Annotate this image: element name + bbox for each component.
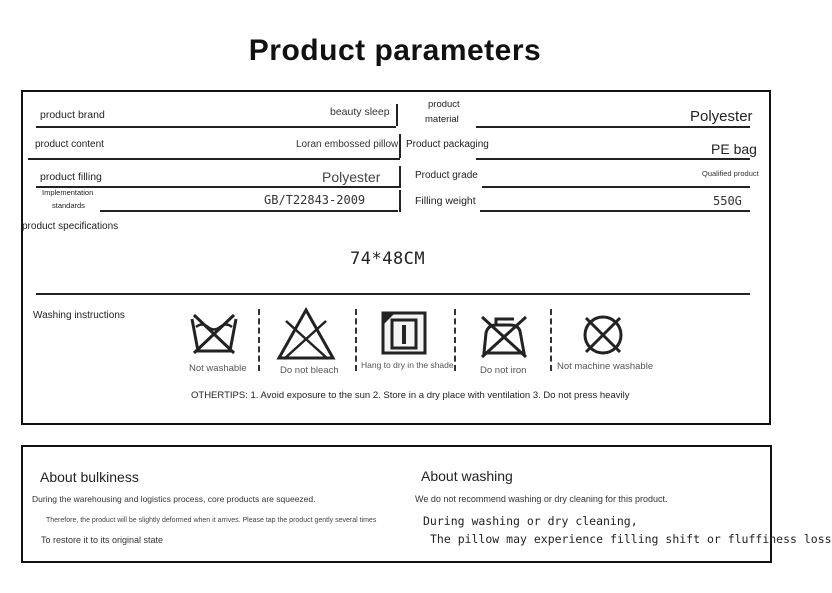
packaging-label: Product packaging <box>406 139 489 150</box>
other-tips: OTHERTIPS: 1. Avoid exposure to the sun 2. Store in a dry place with ventilation 3. Do not press heavily <box>191 390 630 401</box>
bulkiness-line2: Therefore, the product will be slightly deformed when it arrives. Please tap the product gently several times <box>46 517 377 524</box>
standards-value: GB/T22843-2009 <box>264 193 366 207</box>
packaging-value: PE bag <box>711 141 757 157</box>
weight-label: Filling weight <box>415 195 476 207</box>
wash-icon-label: Not washable <box>189 363 247 374</box>
bulkiness-line1: During the warehousing and logistics process, core products are squeezed. <box>32 494 316 504</box>
material-value: Polyester <box>690 108 753 125</box>
standards-label-line1: Implementation <box>42 188 94 197</box>
divider <box>482 186 750 188</box>
divider <box>476 158 750 160</box>
grade-label: Product grade <box>415 170 478 181</box>
washing-line1: We do not recommend washing or dry cleaning for this product. <box>415 494 668 504</box>
divider <box>550 309 552 371</box>
wash-icon-label: Not machine washable <box>557 361 654 372</box>
content-value: Loran embossed pillow <box>296 139 399 150</box>
material-label-line1: product <box>428 99 460 110</box>
divider <box>36 293 750 295</box>
do-not-iron-icon <box>478 313 530 364</box>
brand-label: product brand <box>40 109 105 121</box>
content-label: product content <box>35 139 104 150</box>
filling-value: Polyester <box>322 169 381 185</box>
divider <box>480 210 750 212</box>
divider <box>399 166 401 188</box>
washing-line3: The pillow may experience filling shift or fluffiness loss <box>430 532 832 546</box>
wash-icon-label: Do not iron <box>480 365 527 376</box>
weight-value: 550G <box>713 194 742 208</box>
not-machine-washable-icon <box>580 312 626 363</box>
wash-icon-label: Do not bleach <box>280 365 339 376</box>
divider <box>36 126 396 128</box>
washing-line2: During washing or dry cleaning, <box>423 514 638 528</box>
not-washable-icon <box>190 311 238 362</box>
page-title: Product parameters <box>248 34 542 67</box>
washing-label: Washing instructions <box>33 310 125 321</box>
hang-dry-shade-icon <box>381 311 427 360</box>
divider <box>355 309 357 371</box>
divider <box>399 134 401 158</box>
divider <box>258 309 260 371</box>
material-label-line2: material <box>425 114 459 125</box>
spec-value: 74*48CM <box>350 249 426 269</box>
filling-label: product filling <box>40 171 102 183</box>
standards-label-line2: standards <box>52 201 85 210</box>
divider <box>100 210 398 212</box>
divider <box>396 104 398 126</box>
washing-heading: About washing <box>421 468 513 484</box>
bulkiness-heading: About bulkiness <box>40 469 139 485</box>
wash-icon-label: Hang to dry in the shade <box>361 360 454 370</box>
grade-value: Qualified product <box>702 169 759 178</box>
brand-value: beauty sleep <box>330 106 390 118</box>
bulkiness-line3: To restore it to its original state <box>41 535 164 545</box>
divider <box>399 190 401 212</box>
do-not-bleach-icon <box>276 307 336 366</box>
divider <box>28 158 400 160</box>
divider <box>454 309 456 371</box>
spec-label: product specifications <box>22 221 119 232</box>
divider <box>476 126 750 128</box>
